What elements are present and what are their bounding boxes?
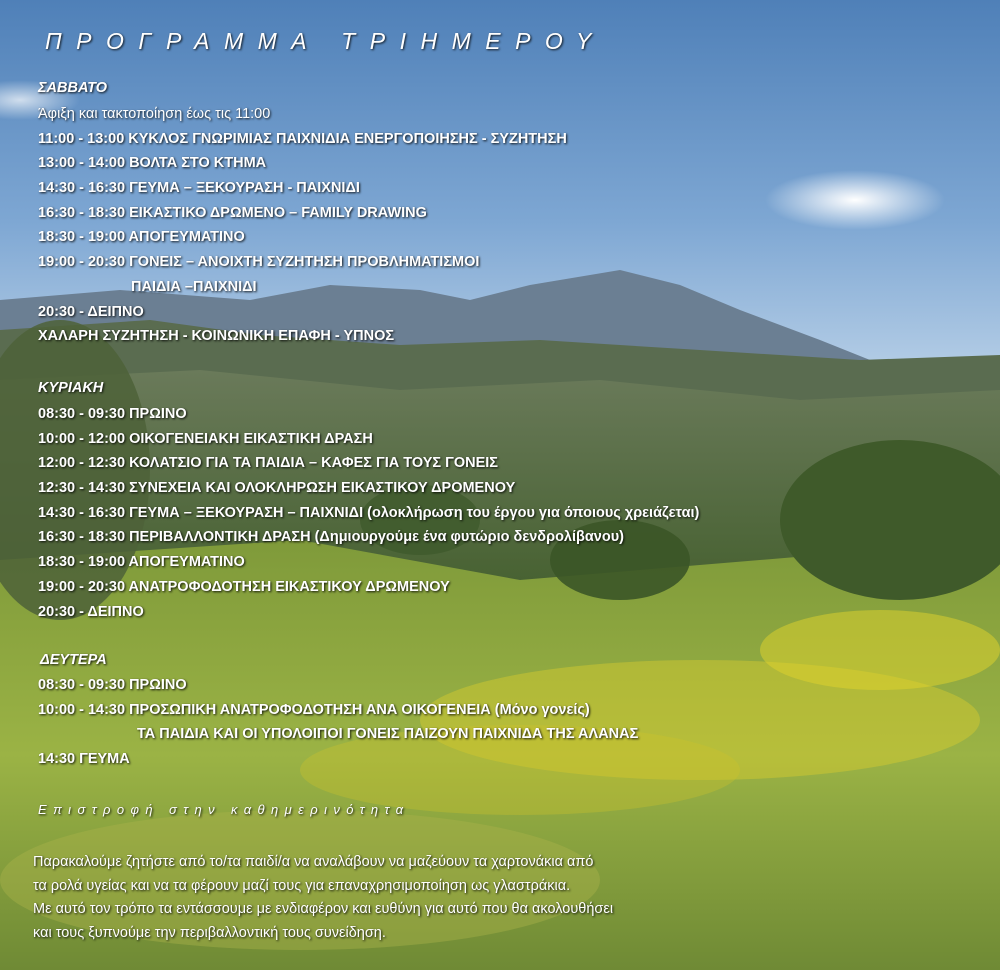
schedule-item: 08:30 - 09:30 ΠΡΩΙΝΟ [38,406,187,422]
schedule-item: 10:00 - 12:00 ΟΙΚΟΓΕΝΕΙΑΚΗ ΕΙΚΑΣΤΙΚΗ ΔΡΑΣΗ [38,430,373,447]
schedule-item: ΠΑΙΔΙΑ –ΠΑΙΧΝΙΔΙ [131,278,257,295]
schedule-item: 18:30 - 19:00 ΑΠΟΓΕΥΜΑΤΙΝΟ [38,229,245,246]
note-line: τα ρολά υγείας και να τα φέρουν μαζί τους για επαναχρησιμοποίηση ως γλαστράκια. [33,877,571,894]
sunday-heading: ΚΥΡΙΑΚΗ [38,380,104,396]
schedule-item: 10:00 - 14:30 ΠΡΟΣΩΠΙΚΗ ΑΝΑΤΡΟΦΟΔΟΤΗΣΗ ΑΝΑ ΟΙΚΟΓΕΝΕΙΑ (Μόνο γονείς) [38,701,590,718]
schedule-item: 11:00 - 13:00 ΚΥΚΛΟΣ ΓΝΩΡΙΜΙΑΣ ΠΑΙΧΝΙΔΙΑ ΕΝΕΡΓΟΠΟΙΗΣΗΣ - ΣΥΖΗΤΗΣΗ [38,130,567,147]
schedule-item: 16:30 - 18:30 ΠΕΡΙΒΑΛΛΟΝΤΙΚΗ ΔΡΑΣΗ (Δημιουργούμε ένα φυτώριο δενδρολίβανου) [38,529,624,546]
note-line: Παρακαλούμε ζητήστε από το/τα παιδί/α να αναλάβουν να μαζεύουν τα χαρτονάκια από [33,854,594,870]
sunday-schedule [38,402,699,624]
schedule-item: 12:30 - 14:30 ΣΥΝΕΧΕΙΑ ΚΑΙ ΟΛΟΚΛΗΡΩΣΗ ΕΙΚΑΣΤΙΚΟΥ ΔΡΟΜΕΝΟΥ [38,480,516,497]
saturday-schedule [38,102,567,349]
schedule-item: 20:30 - ΔΕΙΠΝΟ [38,303,144,320]
schedule-item: 14:30 ΓΕΥΜΑ [38,751,130,768]
schedule-item: Άφιξη και τακτοποίηση έως τις 11:00 [38,106,271,122]
schedule-item: 08:30 - 09:30 ΠΡΩΙΝΟ [38,677,187,693]
schedule-item: 18:30 - 19:00 ΑΠΟΓΕΥΜΑΤΙΝΟ [38,554,245,571]
note-line: και τους ξυπνούμε την περιβαλλοντική τους συνείδηση. [33,924,386,941]
note-line: Με αυτό τον τρόπο τα εντάσσουμε με ενδιαφέρον και ευθύνη για αυτό που θα ακολουθήσει [33,901,614,917]
schedule-item: 19:00 - 20:30 ΑΝΑΤΡΟΦΟΔΟΤΗΣΗ ΕΙΚΑΣΤΙΚΟΥ ΔΡΩΜΕΝΟΥ [38,578,450,595]
schedule-item: 20:30 - ΔΕΙΠΝΟ [38,603,144,620]
monday-heading: ΔΕΥΤΕΡΑ [40,652,107,668]
schedule-item: 13:00 - 14:00 ΒΟΛΤΑ ΣΤΟ ΚΤΗΜΑ [38,155,267,172]
recycling-note [33,851,613,945]
schedule-item: 14:30 - 16:30 ΓΕΥΜΑ – ΞΕΚΟΥΡΑΣΗ - ΠΑΙΧΝΙΔΙ [38,180,360,197]
monday-schedule [38,673,638,772]
schedule-item: ΧΑΛΑΡΗ ΣΥΖΗΤΗΣΗ - ΚΟΙΝΩΝΙΚΗ ΕΠΑΦΗ - ΥΠΝΟΣ [38,328,395,345]
schedule-item: 19:00 - 20:30 ΓΟΝΕΙΣ – ΑΝΟΙΧΤΗ ΣΥΖΗΤΗΣΗ ΠΡΟΒΛΗΜΑΤΙΣΜΟΙ [38,254,480,271]
page-title: ΠΡΟΓΡΑΜΜΑ ΤΡΙΗΜΕΡΟΥ [45,28,606,54]
saturday-heading: ΣΑΒΒΑΤΟ [38,80,107,96]
schedule-item: ΤΑ ΠΑΙΔΙΑ ΚΑΙ ΟΙ ΥΠΟΛΟΙΠΟΙ ΓΟΝΕΙΣ ΠΑΙΖΟΥΝ ΠΑΙΧΝΙΔΑ ΤΗΣ ΑΛΑΝΑΣ [137,726,639,743]
return-heading: Επιστροφή στην καθημερινότητα [38,802,410,817]
schedule-item: 14:30 - 16:30 ΓΕΥΜΑ – ΞΕΚΟΥΡΑΣΗ – ΠΑΙΧΝΙΔΙ (ολοκλήρωση του έργου για όποιους χρειάζεται) [38,504,700,521]
schedule-item: 16:30 - 18:30 ΕΙΚΑΣΤΙΚΟ ΔΡΩΜΕΝΟ – FAMILY DRAWING [38,204,427,221]
schedule-item: 12:00 - 12:30 ΚΟΛΑΤΣΙΟ ΓΙΑ ΤΑ ΠΑΙΔΙΑ – ΚΑΦΕΣ ΓΙΑ ΤΟΥΣ ΓΟΝΕΙΣ [38,455,498,472]
